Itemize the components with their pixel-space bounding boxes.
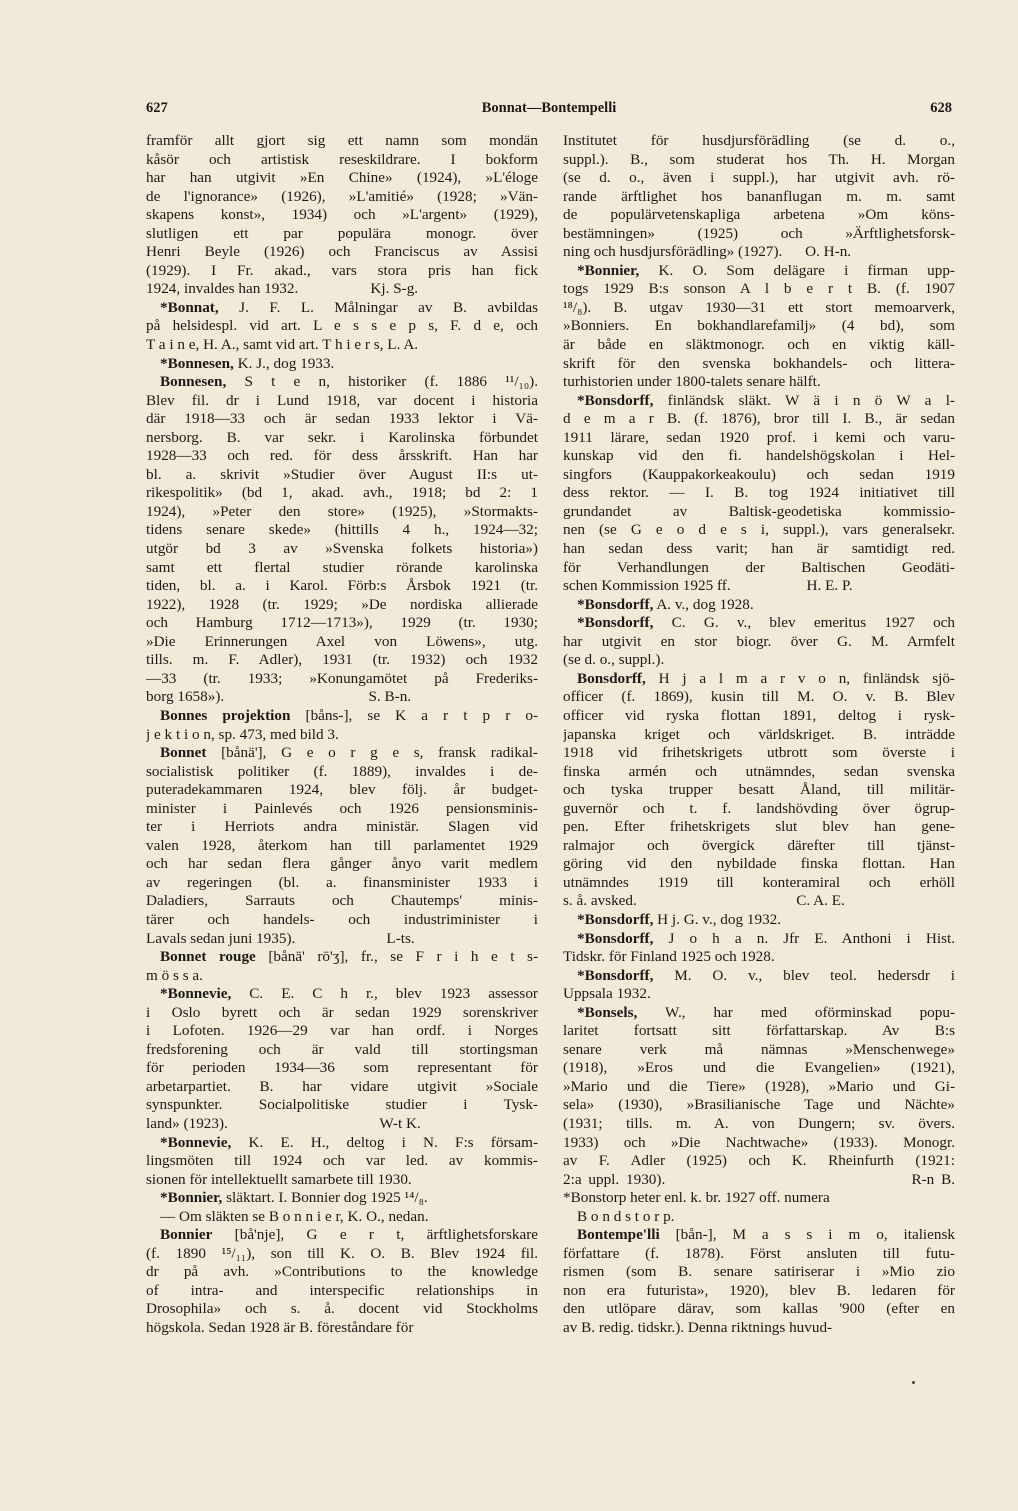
- headword: *Bonsdorff,: [577, 966, 654, 984]
- page-header: [146, 100, 952, 124]
- left-column-line: synspunkter. Socialpolitiske studier i Tysk-: [146, 1096, 538, 1114]
- headword: *Bonnesen,: [160, 354, 234, 372]
- left-column-line: av regeringen (bl. a. finansminister 1933 i: [146, 873, 538, 891]
- left-column-line: *Bonnier, släktart. I. Bonnier dog 1925 ¹⁴/₈.: [160, 1189, 428, 1207]
- headword: *Bonnevie,: [160, 1133, 232, 1151]
- left-column-line: Daladiers, Sarrauts och Chautemps' minis-: [146, 892, 538, 910]
- left-column-line: borg 1658»). S. B-n.: [146, 688, 412, 706]
- right-column-line: nen (se G e o d e s i, suppl.), vars generalsekr.: [563, 521, 955, 539]
- right-column-line: är både en släktmonogr. och en viktig käll-: [563, 336, 955, 354]
- right-column-line: sela» (1930), »Brasilianische Tage und Nächte»: [563, 1096, 955, 1114]
- right-column-line: och tyska trupper besatt Åland, till militär-: [563, 781, 955, 799]
- left-column-line: Bonnes projektion [båns-], se K a r t p r o-: [160, 706, 538, 724]
- left-column-line: 1922), 1928 (tr. 1929; »De nordiska allierade: [146, 595, 538, 613]
- left-column-line: nersborg. B. var sekr. i Karolinska förbundet: [146, 428, 538, 446]
- right-column-line: *Bonsdorff, M. O. v., blev teol. hedersdr i: [577, 966, 955, 984]
- right-column-line: 1918 vid frihetskrigets utbrott som överste i: [563, 744, 955, 762]
- left-column-line: tidens senare skede» (hittills 4 h., 1924—32;: [146, 521, 538, 539]
- right-column-line: grundandet av Baltisk-geodetiska kommissio-: [563, 502, 955, 520]
- page-number-left: 627: [146, 100, 168, 116]
- headword: *Bonsdorff,: [577, 595, 654, 613]
- left-column-line: j e k t i o n, sp. 473, med bild 3.: [146, 725, 339, 743]
- left-column-line: — Om släkten se B o n n i e r, K. O., nedan.: [160, 1207, 429, 1225]
- left-column-line: (1929). I Fr. akad., vars stora pris han fick: [146, 261, 538, 279]
- headword: Bonnesen,: [160, 373, 227, 391]
- right-column-line: utnämndes 1919 till konteramiral och erhöll: [563, 873, 955, 891]
- left-column-line: fredsforening och är vald till stortingsman: [146, 1040, 538, 1058]
- left-column-line: Bonnesen, S t e n, historiker (f. 1886 ¹¹/₁₀).: [160, 373, 538, 391]
- right-column-line: *Bonsdorff, A. v., dog 1928.: [577, 595, 754, 613]
- right-column-line: *Bonsdorff, J o h a n. Jfr E. Anthoni i Hist.: [577, 929, 955, 947]
- right-column-line: 1933) och »Die Nachtwache» (1933). Monogr.: [563, 1133, 955, 1151]
- right-column-line: *Bonsels, W., har med oförminskad popu-: [577, 1003, 955, 1021]
- left-column-line: Drosophila» och s. å. docent vid Stockholms: [146, 1300, 538, 1318]
- right-column-line: ralmajor och övergick därefter till tjänst-: [563, 836, 955, 854]
- left-column-line: högskola. Sedan 1928 är B. föreståndare för: [146, 1319, 414, 1336]
- left-column-line: valen 1928, återkom han till parlamentet 1929: [146, 836, 538, 854]
- right-column-line: Uppsala 1932.: [563, 985, 651, 1003]
- right-column-line: non era futurista», 1920), blev B. ledaren för: [563, 1281, 955, 1299]
- left-column-line: »Die Erinnerungen Axel von Löwens», utg.: [146, 632, 538, 650]
- left-column-line: samt ett flertal studier rörande karolinska: [146, 558, 538, 576]
- print-speck: [912, 1381, 915, 1384]
- left-column-line: *Bonnevie, C. E. C h r., blev 1923 assessor: [160, 985, 538, 1003]
- right-column-line: laritet fortsatt sitt författarskap. Av B:s: [563, 1022, 955, 1040]
- page-number-right: 628: [930, 100, 952, 116]
- left-column-line: Bonnet rouge [bånä' rō'ʒ], fr., se F r i h e t s-: [160, 948, 538, 966]
- right-column-line: ning och husdjursförädling» (1927). O. H-n.: [563, 243, 852, 261]
- headword: *Bonnier,: [160, 1189, 223, 1207]
- running-title: Bonnat—Bontempelli: [481, 100, 617, 116]
- left-column-line: *Bonnesen, K. J., dog 1933.: [160, 354, 335, 372]
- right-column-line: de populärvetenskapliga arbetena »Om köns-: [563, 206, 955, 224]
- left-column-line: där 1918—33 och är sedan 1933 lektor i Vä-: [146, 410, 538, 428]
- right-column-line: författare (f. 1878). Först ansluten till futu-: [563, 1244, 955, 1262]
- right-column-line: (1931; tills. m. A. von Dungern; sv. övers.: [563, 1114, 955, 1132]
- right-column-line: ¹⁸/₈). B. utgav 1930—31 ett stort memoarverk,: [563, 298, 955, 316]
- right-column-line: pen. Efter frihetskrigets slut blev han gene-: [563, 818, 955, 836]
- right-column-line: »Mario und die Tiere» (1928), »Mario und Gi-: [563, 1077, 955, 1095]
- left-column-line: (f. 1890 ¹⁵/₁₁), son till K. O. B. Blev 1924 fil.: [146, 1244, 538, 1262]
- left-column-line: tärer och handels- och industriminister i: [146, 910, 538, 928]
- headword: *Bonsdorff,: [577, 910, 654, 928]
- right-column-line: (se d. o., även i suppl.), har utgivit avh. rö-: [563, 169, 955, 187]
- left-column-line: socialistisk politiker (f. 1889), invaldes i de-: [146, 762, 538, 780]
- right-column-line: suppl.). B., som studerat hos Th. H. Morgan: [563, 150, 955, 168]
- right-column-line: Institutet för husdjursförädling (se d. o.,: [563, 132, 955, 149]
- left-column-line: slutligen ett par populära monogr. över: [146, 224, 538, 242]
- left-column-line: land» (1923). W-t K.: [146, 1114, 421, 1132]
- right-column-line: för Verhandlungen der Baltischen Geodäti-: [563, 558, 955, 576]
- right-column-line: japanska kriget och världskriget. B. inträdde: [563, 725, 955, 743]
- headword: *Bonsdorff,: [577, 614, 654, 632]
- right-column-line: rismen (som B. senare satiriserar i »Mio zio: [563, 1263, 955, 1281]
- left-column-line: —33 (tr. 1933; »Konungamötet på Frederiks-: [146, 669, 538, 687]
- left-column-line: Blev fil. dr i Lund 1918, var docent i historia: [146, 391, 538, 409]
- right-column-line: rande ärftlighet hos bananflugan m. m. samt: [563, 187, 955, 205]
- right-column-line: göring vid den nybildade finska flottan. Han: [563, 855, 955, 873]
- left-column-line: Lavals sedan juni 1935). L-ts.: [146, 929, 415, 947]
- left-column-line: m ö s s a.: [146, 966, 203, 984]
- left-column-line: minister i Painlevés och 1926 pensionsminis-: [146, 799, 538, 817]
- left-column-line: 1924), »Peter den store» (1925), »Stormakts-: [146, 502, 538, 520]
- headword: *Bonnevie,: [160, 985, 232, 1003]
- right-column-line: av F. Adler (1925) och K. Rheinfurth (1921:: [563, 1152, 955, 1170]
- right-column-line: Bontempe'lli [bån-], M a s s i m o, italiensk: [577, 1226, 955, 1244]
- left-column-line: på helsidespl. vid art. L e s s e p s, F. d e, och: [146, 317, 538, 335]
- left-column: [146, 132, 538, 1338]
- right-column-line: har utgivit en stor biogr. över G. M. Armfelt: [563, 632, 955, 650]
- right-column-line: officer (f. 1869), kusin till M. O. v. B. Blev: [563, 688, 955, 706]
- left-column-line: of intra- and interspecific relationships in: [146, 1281, 538, 1299]
- headword: Bonnier: [160, 1226, 213, 1244]
- headword: *Bonsdorff,: [577, 929, 654, 947]
- left-column-line: T a i n e, H. A., samt vid art. T h i e r s, L. A.: [146, 336, 419, 354]
- right-column-line: bestämningen» (1925) och »Ärftlighetsforsk-: [563, 224, 955, 242]
- right-column-line: finska armén och utnämndes, sedan svenska: [563, 762, 955, 780]
- left-column-line: skapens konst», 1934) och »L'argent» (1929),: [146, 206, 538, 224]
- right-column-line: guvernör och t. f. landshövding över ögrup-: [563, 799, 955, 817]
- left-column-line: utgör bd 3 av »Svenska folkets historia»): [146, 540, 538, 558]
- headword: Bonnet: [160, 744, 207, 762]
- headword: *Bonsels,: [577, 1003, 638, 1021]
- left-column-line: *Bonnat, J. F. L. Målningar av B. avbildas: [160, 298, 538, 316]
- right-column-line: kunskap vid den fi. handelshögskolan i Hel-: [563, 447, 955, 465]
- left-column-line: Bonnet [bånä'], G e o r g e s, fransk radikal-: [160, 744, 538, 762]
- right-column-line: Bonsdorff, H j a l m a r v o n, finländsk sjö-: [577, 669, 955, 687]
- right-column-line: 1911 lärare, sedan 1920 prof. i kemi och varu-: [563, 428, 955, 446]
- left-column-line: bl. a. skrivit »Studier över August II:s ut-: [146, 465, 538, 483]
- headword: Bontempe'lli: [577, 1226, 660, 1244]
- left-column-line: och Hamburg 1712—1713»), 1929 (tr. 1930;: [146, 614, 538, 632]
- right-column-line: skrift för den svenska bokhandels- och littera-: [563, 354, 955, 372]
- right-column-line: togs 1929 B:s sonson A l b e r t B. (f. 1907: [563, 280, 955, 298]
- left-column-line: lingsmöten till 1924 och var led. av kommis-: [146, 1152, 538, 1170]
- left-column-line: de l'ignorance» (1926), »L'amitié» (1928; »Vän-: [146, 187, 538, 205]
- right-column-line: 2:a uppl. 1930). R-n B.: [563, 1170, 955, 1188]
- left-column-line: i Lofoten. 1926—29 var han ordf. i Norges: [146, 1022, 538, 1040]
- left-column-line: sionen för intellektuellt samarbete till 1930.: [146, 1170, 412, 1188]
- right-column-line: turhistorien under 1800-talets senare hälft.: [563, 373, 821, 391]
- right-column-line: schen Kommission 1925 ff. H. E. P.: [563, 577, 853, 595]
- left-column-line: tiden, bl. a. i Karol. Förb:s Årsbok 1921 (tr.: [146, 577, 538, 595]
- right-column-line: den utlöpare därav, som kallas '900 (efter en: [563, 1300, 955, 1318]
- right-column-line: (se d. o., suppl.).: [563, 651, 665, 669]
- right-column-line: »Bonniers. En bokhandlarefamilj» (4 bd), som: [563, 317, 955, 335]
- left-column-line: puteradekammaren 1924, blev följ. år budget-: [146, 781, 538, 799]
- right-column: [563, 132, 955, 1338]
- right-column-line: *Bonstorp heter enl. k. br. 1927 off. numera: [563, 1189, 830, 1207]
- headword: Bonsdorff,: [577, 669, 646, 687]
- left-column-line: 1924, invaldes han 1932. Kj. S-g.: [146, 280, 419, 298]
- right-column-line: B o n d s t o r p.: [577, 1207, 675, 1225]
- right-column-line: s. å. avsked. C. A. E.: [563, 892, 845, 910]
- left-column-line: för perioden 1934—36 som representant för: [146, 1059, 538, 1077]
- right-column-line: *Bonnier, K. O. Som delägare i firman upp-: [577, 261, 955, 279]
- right-column-line: Tidskr. för Finland 1925 och 1928.: [563, 948, 775, 966]
- right-column-line: senare verk må nämnas »Menschenwege»: [563, 1040, 955, 1058]
- left-column-line: ter i Herriots andra ministär. Slagen vid: [146, 818, 538, 836]
- left-column-line: tills. m. F. Adler), 1931 (tr. 1932) och 1932: [146, 651, 538, 669]
- left-column-line: *Bonnevie, K. E. H., deltog i N. F:s försam-: [160, 1133, 538, 1151]
- left-column-line: framför allt gjort sig ett namn som mondän: [146, 132, 538, 149]
- left-column-line: har han utgivit »En Chine» (1924), »L'éloge: [146, 169, 538, 187]
- right-column-line: officer vid ryska flottan 1891, deltog i rysk-: [563, 706, 955, 724]
- left-column-line: dr på avh. »Contributions to the knowledge: [146, 1263, 538, 1281]
- headword: *Bonnier,: [577, 261, 640, 279]
- left-column-line: Henri Beyle (1926) och Franciscus av Assisi: [146, 243, 538, 261]
- right-column-line: (1918), »Eros und die Evangelien» (1921),: [563, 1059, 955, 1077]
- headword: *Bonsdorff,: [577, 391, 654, 409]
- left-column-line: och har sedan flera gånger ånyo varit medlem: [146, 855, 538, 873]
- headword: Bonnet rouge: [160, 948, 256, 966]
- headword: *Bonnat,: [160, 298, 219, 316]
- right-column-line: singfors (Kauppakorkeakoulu) och sedan 1919: [563, 465, 955, 483]
- headword: Bonnes projektion: [160, 706, 291, 724]
- left-column-line: Bonnier [bå'nje], G e r t, ärftlighetsforskare: [160, 1226, 538, 1244]
- left-column-line: arbetarpartiet. B. har vidare utgivit »Sociale: [146, 1077, 538, 1095]
- left-column-line: i Oslo byrett och är sedan 1929 sorenskriver: [146, 1003, 538, 1021]
- right-column-line: av B. redig. tidskr.). Denna riktnings huvud-: [563, 1319, 833, 1336]
- left-column-line: kåsör och artistisk reseskildrare. I bokform: [146, 150, 538, 168]
- right-column-line: han sedan dess varit; han är samtidigt red.: [563, 540, 955, 558]
- right-column-line: dess rektor. — I. B. tog 1924 initiativet till: [563, 484, 955, 502]
- right-column-line: *Bonsdorff, H j. G. v., dog 1932.: [577, 910, 782, 928]
- left-column-line: 1928—33 och red. för dess årsskrift. Han har: [146, 447, 538, 465]
- left-column-line: rikespolitik» (bd 1, akad. avh., 1918; bd 2: 1: [146, 484, 538, 502]
- right-column-line: *Bonsdorff, finländsk släkt. W ä i n ö W a l-: [577, 391, 955, 409]
- right-column-line: *Bonsdorff, C. G. v., blev emeritus 1927 och: [577, 614, 955, 632]
- right-column-line: d e m a r B. (f. 1876), bror till I. B., är sedan: [563, 410, 955, 428]
